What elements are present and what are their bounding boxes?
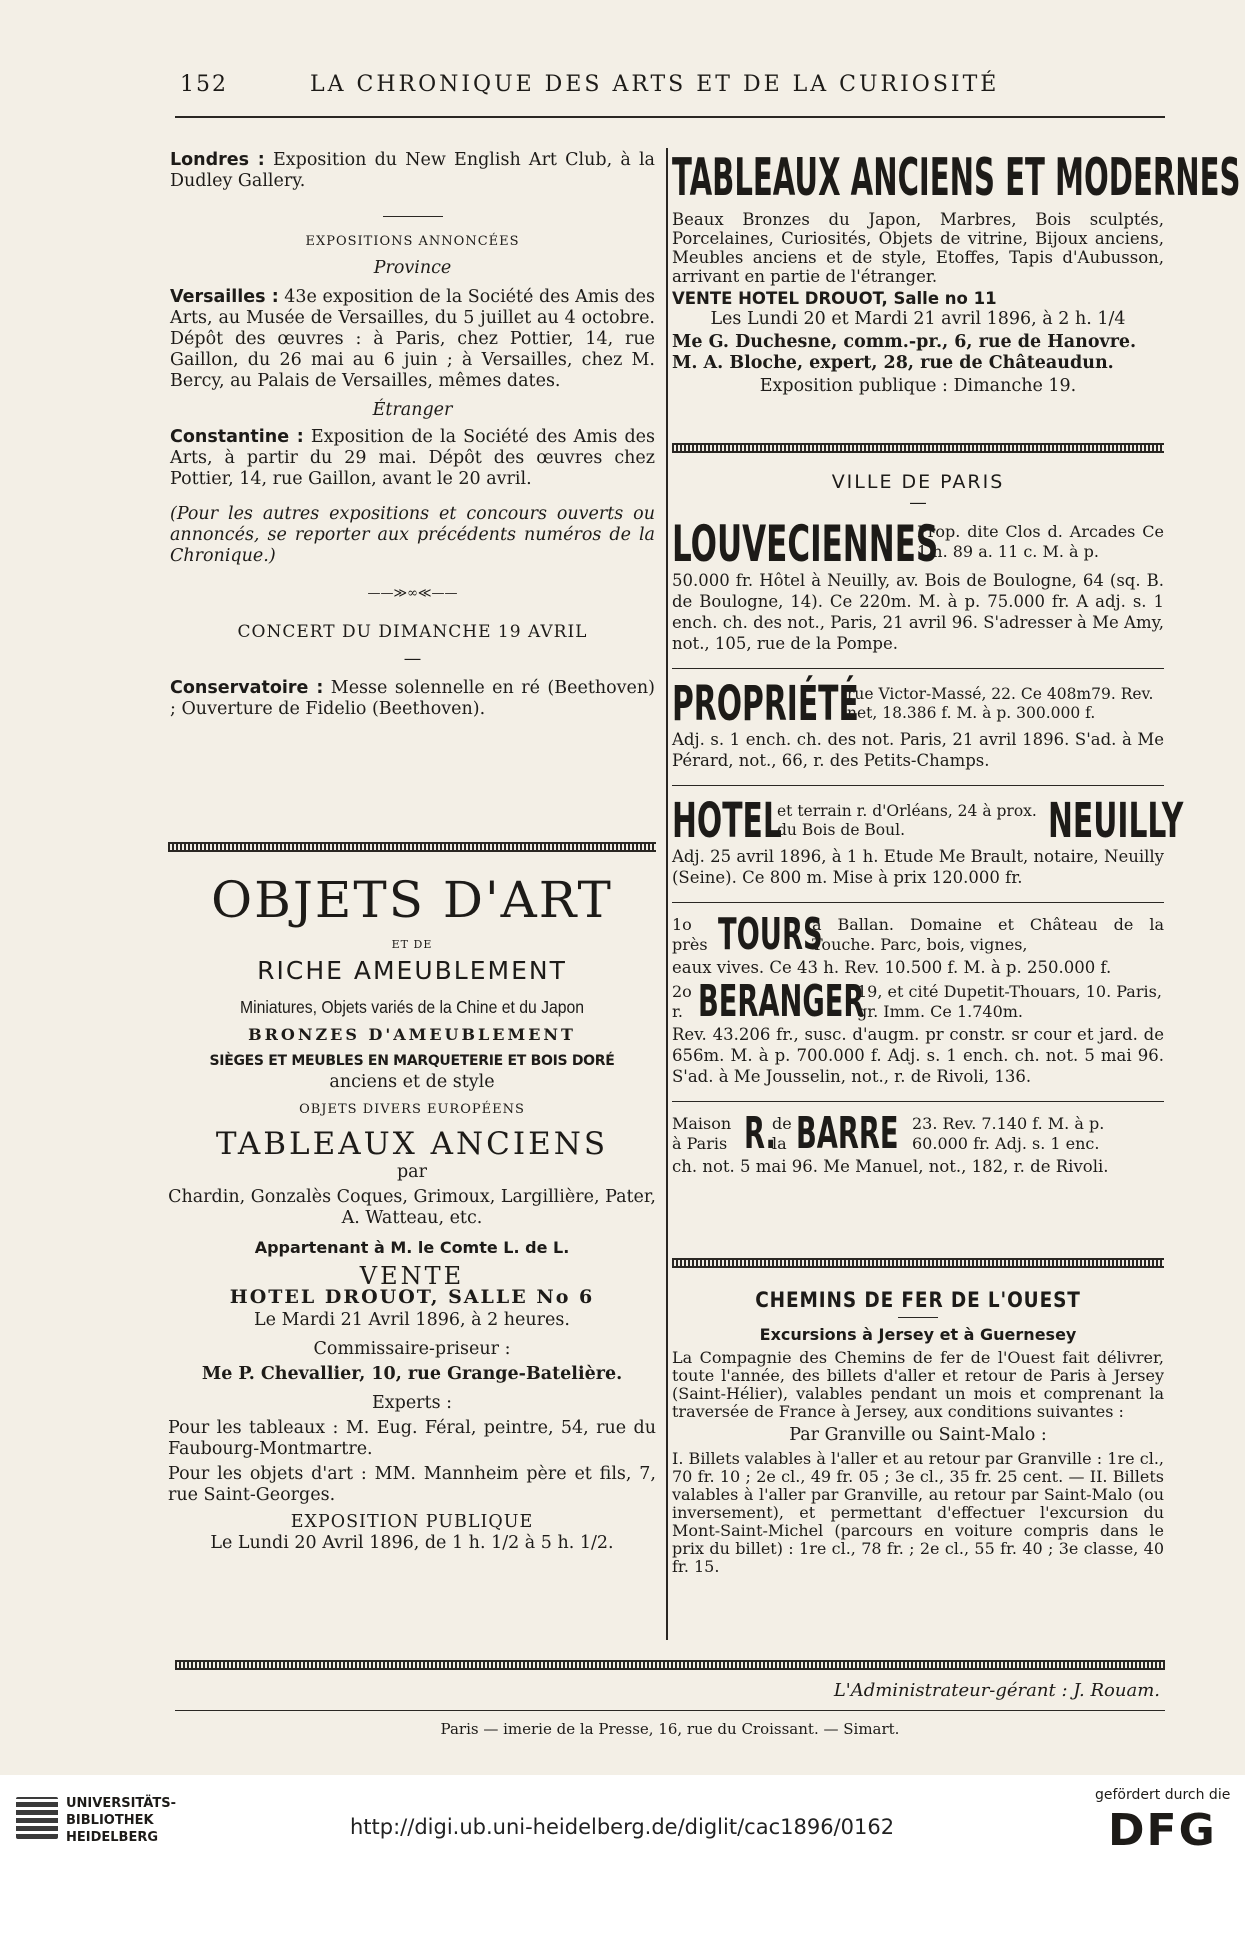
hotel-title: HOTEL: [672, 793, 782, 849]
experts-line: Experts :: [371, 1393, 453, 1413]
constantine-label: Constantine :: [170, 427, 304, 447]
etranger-heading: Étranger: [372, 400, 453, 420]
expo-publique-line: EXPOSITION PUBLIQUE: [290, 1512, 534, 1532]
conservatoire-label: Conservatoire :: [170, 678, 324, 698]
column-divider: [666, 148, 668, 1640]
left-column: [170, 150, 655, 720]
exposition-dimanche-line: Exposition publique : Dimanche 19.: [759, 376, 1077, 396]
imprint: Paris — imerie de la Presse, 16, rue du Croissant. — Simart.: [440, 1720, 900, 1738]
funded-by: gefördert durch die: [1095, 1787, 1231, 1803]
chemins-heading: CHEMINS DE FER DE L'OUEST: [755, 1288, 1081, 1312]
beranger-side: 19, et cité Dupetit-Thouars, 10. Paris, gr. Imm. Ce 1.740m.: [857, 982, 1162, 1021]
barre-title: BARRE: [796, 1108, 899, 1159]
objets-divers-line: OBJETS DIVERS EUROPÉENS: [299, 1102, 525, 1117]
conservatoire-paragraph: [170, 678, 655, 720]
header-rule: [175, 116, 1165, 118]
tours-pre: 1o près: [672, 915, 708, 954]
propriete-title: PROPRIÉTÉ: [672, 676, 859, 732]
tours-text: eaux vives. Ce 43 h. Rev. 10.500 f. M. à p. 250.000 f.: [672, 958, 1112, 977]
versailles-label: Versailles :: [170, 287, 279, 307]
sale-date-line: Le Mardi 21 Avril 1896, à 2 heures.: [254, 1310, 570, 1330]
pour-tableaux-line: Pour les tableaux : M. Eug. Féral, peintre, 54, rue du Faubourg-Montmartre.: [168, 1418, 656, 1459]
rule-a: [672, 668, 1164, 669]
chemins-text: La Compagnie des Chemins de fer de l'Ouest fait délivrer, toute l'année, des billets d'aller et retour de Paris à Jersey (Saint-Hélier), valables pendant un mois et comprenant la traversée de France à Jersey, aux conditions suivantes :: [672, 1348, 1164, 1421]
ville-heading: VILLE DE PARIS: [831, 471, 1005, 493]
right-double-rule-2: [672, 1258, 1164, 1268]
chemins-rule: [898, 1317, 938, 1318]
tableaux-description: Beaux Bronzes du Japon, Marbres, Bois sculptés, Porcelaines, Curiosités, Objets de vitrine, Bijoux anciens, Meubles anciens et de style, Etoffes, Tapis d'Aubusson, arrivant en partie de l'étranger.: [672, 210, 1164, 286]
conservatoire-text: Messe solennelle en ré (Beethoven) ; Ouverture de Fidelio (Beethoven).: [170, 678, 655, 719]
rule-b: [672, 785, 1164, 786]
barre-text: ch. not. 5 mai 96. Me Manuel, not., 182, r. de Rivoli.: [672, 1157, 1109, 1176]
tableaux-title-box: [672, 148, 1241, 210]
hotel-drouot-line: HOTEL DROUOT, SALLE No 6: [229, 1286, 595, 1308]
right-double-rule-1: [672, 443, 1164, 453]
right-column: [672, 148, 1241, 397]
ornament: ——≫∞≪——: [367, 586, 458, 601]
expo-date-line: Le Lundi 20 Avril 1896, de 1 h. 1/2 à 5 h. 1/2.: [210, 1533, 614, 1553]
digitization-footer: [0, 1775, 1245, 1955]
miniatures-line: Miniatures, Objets variés de la Chine et du Japon: [239, 997, 585, 1017]
ville-de-paris-section: [672, 471, 1184, 1177]
hotel-neuilly-head: [672, 793, 1184, 849]
chevallier-line: Me P. Chevallier, 10, rue Grange-Batelière.: [201, 1364, 623, 1384]
dfg-logo: DFG: [1108, 1805, 1217, 1856]
hotel-text: Adj. 25 avril 1896, à 1 h. Etude Me Brault, notaire, Neuilly (Seine). Ce 800 m. Mise à prix 120.000 fr.: [672, 847, 1164, 887]
versailles-text: 43e exposition de la Société des Amis des Arts, au Musée de Versailles, du 5 juillet au 4 octobre. Dépôt des œuvres : à Paris, chez Pottier, 14, rue Gaillon, du 26 mai au 6 juin ; à Versailles, chez M. Bercy, au Palais de Versailles, mêmes dates.: [170, 287, 656, 391]
tableaux-modernes-title: TABLEAUX ANCIENS ET MODERNES: [672, 148, 1241, 208]
vente-title: VENTE: [359, 1262, 465, 1290]
constantine-paragraph: [170, 427, 655, 490]
beranger-text: Rev. 43.206 fr., susc. d'augm. pr constr. sr cour et jard. de 656m. M. à p. 700.000 f. Adj. s. 1 ench. ch. not. 5 mai 96. S'ad. à Me Jousselin, not., r. de Rivoli, 136.: [672, 1025, 1164, 1086]
londres-text: Exposition du New English Art Club, à la Dudley Gallery.: [170, 150, 655, 191]
versailles-paragraph: [170, 287, 655, 392]
tours-head: [672, 909, 1164, 960]
sieges-line: SIÈGES ET MEUBLES EN MARQUETERIE ET BOIS DORÉ: [209, 1053, 615, 1069]
signature: L'Administrateur-gérant : J. Rouam.: [833, 1680, 1160, 1701]
concert-dash: —: [403, 649, 422, 669]
journal-title: LA CHRONIQUE DES ARTS ET DE LA CURIOSITÉ: [310, 72, 1000, 97]
source-url[interactable]: http://digi.ub.uni-heidelberg.de/diglit/cac1896/0162: [350, 1815, 895, 1839]
louveciennes-head: [672, 515, 1164, 573]
imprint-rule: [175, 1710, 1165, 1711]
tableaux-anciens-title: TABLEAUX ANCIENS: [215, 1126, 609, 1162]
bronzes-line: BRONZES D'AMEUBLEMENT: [248, 1025, 576, 1044]
excursions-heading: Excursions à Jersey et à Guernesey: [759, 1325, 1077, 1344]
objets-title: OBJETS D'ART: [211, 871, 613, 929]
barre-head: [672, 1108, 1164, 1159]
et-de: ET DE: [391, 938, 433, 951]
expositions-heading: EXPOSITIONS ANNONCÉES: [305, 234, 520, 249]
louveciennes-side: Prop. dite Clos d. Arcades Ce 1 h. 89 a. 11 c. M. à p.: [917, 522, 1164, 561]
library-name: UNIVERSITÄTS- BIBLIOTHEK HEIDELBERG: [66, 1796, 176, 1845]
duchesne-line: Me G. Duchesne, comm.-pr., 6, rue de Hanovre.: [672, 332, 1137, 352]
louveciennes-text: 50.000 fr. Hôtel à Neuilly, av. Bois de Boulogne, 64 (sq. B. de Boulogne, 14). Ce 220m. M. à p. 75.000 fr. A adj. s. 1 ench. ch. des not., Paris, 21 avril 96. S'adresser à Me Amy, not., 105, rue de la Pompe.: [672, 571, 1164, 653]
note-paragraph: (Pour les autres expositions et concours ouverts ou annoncés, se reporter aux précédents numéros de la Chronique.): [170, 504, 655, 566]
hotel-side: et terrain r. d'Orléans, 24 à prox. du Bois de Boul.: [777, 802, 1037, 839]
objets-art-ad: [168, 870, 656, 1554]
province-heading: Province: [373, 258, 452, 278]
short-rule: [383, 216, 443, 217]
propriete-text: Adj. s. 1 ench. ch. des not. Paris, 21 avril 1896. S'ad. à Me Pérard, not., 66, r. des Petits-Champs.: [672, 730, 1164, 770]
maison-pre: Maison à Paris: [672, 1114, 732, 1153]
rule-c: [672, 902, 1164, 903]
tours-side: à Ballan. Domaine et Château de la Touche. Parc, bois, vignes,: [812, 915, 1164, 954]
beranger-head: [672, 976, 1164, 1027]
vente-salle-line: VENTE HOTEL DROUOT, Salle no 11: [672, 289, 997, 308]
vente-date-line: Les Lundi 20 et Mardi 21 avril 1896, à 2 h. 1/4: [710, 309, 1126, 329]
londres-paragraph: [170, 150, 655, 192]
page-number: 152: [180, 72, 228, 97]
propriete-head: [672, 676, 1164, 732]
chemins-section: [672, 1290, 1164, 1576]
beranger-pre: 2o r.: [672, 982, 692, 1021]
tours-title: TOURS: [718, 909, 823, 960]
neuilly-title: NEUILLY: [1048, 793, 1184, 849]
maison-de: de la: [772, 1114, 792, 1153]
granville-line: Par Granville ou Saint-Malo :: [789, 1425, 1047, 1445]
anciens-style-line: anciens et de style: [329, 1072, 495, 1092]
left-double-rule: [168, 842, 656, 852]
bloche-line: M. A. Bloche, expert, 28, rue de Châteaudun.: [672, 353, 1114, 373]
ville-dash: —: [909, 493, 927, 513]
bottom-double-rule: [175, 1660, 1165, 1670]
londres-label: Londres :: [170, 150, 265, 170]
constantine-text: Exposition de la Société des Amis des Arts, à partir du 29 mai. Dépôt des œuvres chez Pottier, 14, rue Gaillon, avant le 20 avril.: [170, 427, 655, 489]
barre-side: 23. Rev. 7.140 f. M. à p. 60.000 fr. Adj. s. 1 enc.: [912, 1114, 1105, 1153]
billets-text: I. Billets valables à l'aller et au retour par Granville : 1re cl., 70 fr. 10 ; 2e cl., 49 fr. 05 ; 3e cl., 35 fr. 25 cent. — II. Billets valables à l'aller par Granville, au retour par Saint-Malo (ou inversement), et permettant d'effectuer l'excursion du Mont-Saint-Michel (parcours en voiture compris dans le prix du billet) : 1re cl., 78 fr. ; 2e cl., 55 fr. 40 ; 3e classe, 40 fr. 15.: [672, 1449, 1164, 1576]
maison-r: R.: [744, 1108, 776, 1159]
par-line: par: [396, 1162, 427, 1182]
riche-title: RICHE AMEUBLEMENT: [257, 956, 567, 985]
pour-objets-line: Pour les objets d'art : MM. Mannheim père et fils, 7, rue Saint-Georges.: [168, 1464, 656, 1505]
painters-line: Chardin, Gonzalès Coques, Grimoux, Largillière, Pater, A. Watteau, etc.: [168, 1187, 656, 1228]
concert-heading: CONCERT DU DIMANCHE 19 AVRIL: [237, 622, 588, 642]
commissaire-line: Commissaire-priseur :: [313, 1339, 511, 1359]
propriete-side: rue Victor-Massé, 22. Ce 408m79. Rev. net, 18.386 f. M. à p. 300.000 f.: [847, 685, 1154, 722]
appartenant-line: Appartenant à M. le Comte L. de L.: [254, 1238, 570, 1257]
louveciennes-title: LOUVECIENNES: [672, 515, 939, 573]
rule-d: [672, 1101, 1164, 1102]
beranger-title: BERANGER: [698, 976, 865, 1027]
university-seal-icon: [16, 1797, 58, 1839]
